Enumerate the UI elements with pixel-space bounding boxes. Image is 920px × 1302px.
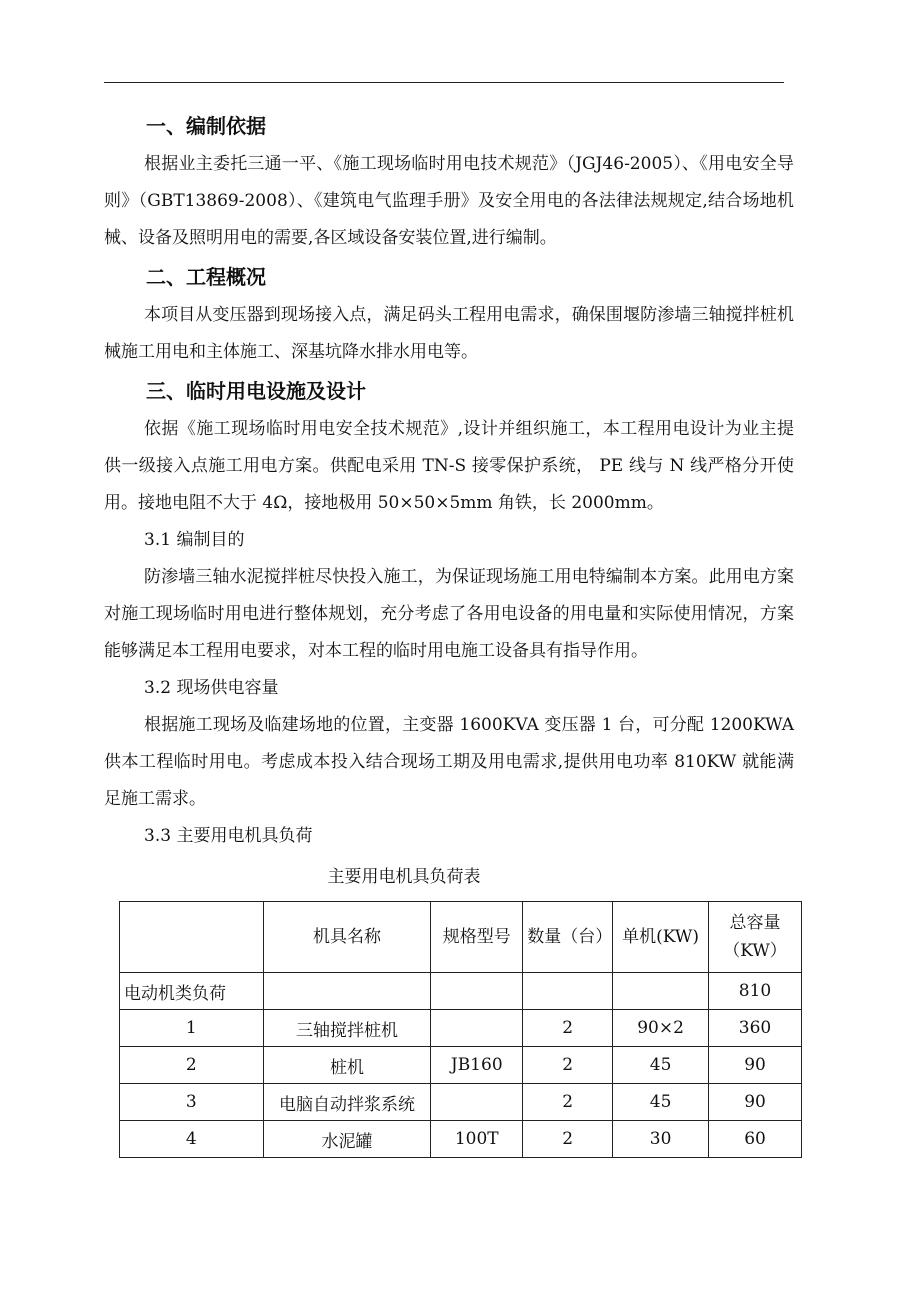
- table-row: [120, 1084, 802, 1121]
- table-caption: 主要用电机具负荷表: [327, 867, 481, 887]
- table-cell: 2: [523, 1084, 613, 1121]
- section-2-heading: 二、工程概况: [146, 265, 266, 289]
- table-cell: 45: [613, 1047, 709, 1084]
- section-1-paragraph: 根据业主委托三通一平、《施工现场临时用电技术规范》（JGJ46-2005）、《用电安全导则》（GBT13869-2008）、《建筑电气监理手册》及安全用电的各法律法规规定,结合场地机械、设备及照明用电的需要,各区域设备安装位置,进行编制。: [104, 154, 794, 248]
- table-row: [120, 1047, 802, 1084]
- table-header-cell: 规格型号: [431, 902, 523, 973]
- table-cell: [263, 973, 431, 1010]
- table-cell: 90: [709, 1084, 802, 1121]
- table-cell: [431, 1010, 523, 1047]
- table-row: [120, 1010, 802, 1047]
- table-cell: 2: [523, 1121, 613, 1158]
- subsection-3-1-paragraph: 防渗墙三轴水泥搅拌桩尽快投入施工，为保证现场施工用电特编制本方案。此用电方案对施工现场临时用电进行整体规划，充分考虑了各用电设备的用电量和实际使用情况，方案能够满足本工程用电要求，对本工程的临时用电施工设备具有指导作用。: [104, 567, 794, 661]
- table-cell: 30: [613, 1121, 709, 1158]
- table-cell: 2: [120, 1047, 264, 1084]
- table-cell: 水泥罐: [263, 1121, 431, 1158]
- header-rule: [104, 82, 784, 83]
- table-header-cell: [120, 902, 264, 973]
- table-cell: 4: [120, 1121, 264, 1158]
- table-group-total: 810: [709, 973, 802, 1010]
- table-cell: 60: [709, 1121, 802, 1158]
- subsection-3-1-title: 3.1 编制目的: [144, 530, 245, 550]
- subsection-3-2-paragraph: 根据施工现场及临建场地的位置，主变器 1600KVA 变压器 1 台，可分配 1200KWA 供本工程临时用电。考虑成本投入结合现场工期及用电需求,提供用电功率 810KW 就能满足施工需求。: [104, 715, 794, 809]
- table-cell: JB160: [431, 1047, 523, 1084]
- subsection-3-2-title: 3.2 现场供电容量: [144, 678, 279, 698]
- table-cell: [431, 1084, 523, 1121]
- table-cell: 45: [613, 1084, 709, 1121]
- table-header-cell: 机具名称: [263, 902, 431, 973]
- table-cell: 90: [709, 1047, 802, 1084]
- table-cell: 三轴搅拌桩机: [263, 1010, 431, 1047]
- section-2-paragraph: 本项目从变压器到现场接入点，满足码头工程用电需求，确保围堰防渗墙三轴搅拌桩机械施工用电和主体施工、深基坑降水排水用电等。: [104, 305, 794, 362]
- section-3-heading: 三、临时用电设施及设计: [146, 379, 366, 403]
- subsection-3-3-title: 3.3 主要用电机具负荷: [144, 826, 313, 846]
- table-cell: [431, 973, 523, 1010]
- table-cell: 1: [120, 1010, 264, 1047]
- table-row: [120, 1121, 802, 1158]
- table-cell: 2: [523, 1010, 613, 1047]
- section-3-paragraph: 依据《施工现场临时用电安全技术规范》,设计并组织施工，本工程用电设计为业主提供一级接入点施工用电方案。供配电采用 TN-S 接零保护系统， PE 线与 N 线严格分开使用。接地电阻不大于 4Ω，接地极用 50×50×5mm 角铁，长 2000mm。: [104, 419, 794, 513]
- table-header-cell: 总容量（KW）: [709, 902, 802, 973]
- table-header-cell: 单机(KW): [613, 902, 709, 973]
- load-table: [119, 901, 802, 1158]
- document-page: [104, 106, 794, 1158]
- table-cell: 100T: [431, 1121, 523, 1158]
- table-cell: 电脑自动拌浆系统: [263, 1084, 431, 1121]
- table-group-row: [120, 973, 802, 1010]
- table-cell: [613, 973, 709, 1010]
- table-cell: 3: [120, 1084, 264, 1121]
- table-cell: 90×2: [613, 1010, 709, 1047]
- table-cell: [523, 973, 613, 1010]
- table-group-label: 电动机类负荷: [120, 973, 264, 1010]
- section-1-heading: 一、编制依据: [146, 114, 266, 138]
- table-cell: 2: [523, 1047, 613, 1084]
- table-cell: 桩机: [263, 1047, 431, 1084]
- table-header-cell: 数量（台）: [523, 902, 613, 973]
- table-cell: 360: [709, 1010, 802, 1047]
- table-header-row: [120, 902, 802, 973]
